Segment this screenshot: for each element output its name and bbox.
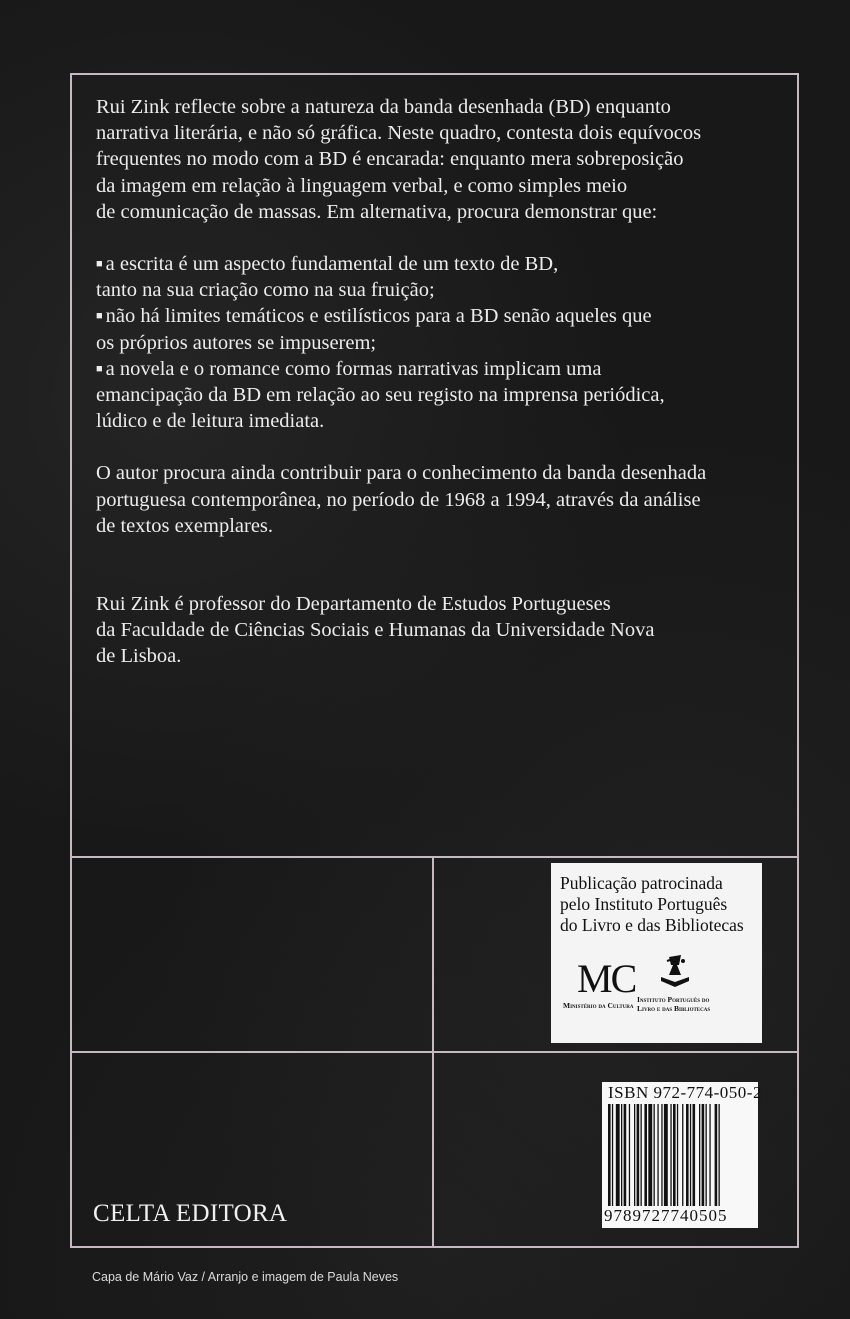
bullet-icon: ■: [96, 258, 103, 271]
frame-divider-vertical: [432, 856, 434, 1248]
cover-credits: Capa de Mário Vaz / Arranjo e imagem de Paula Neves: [92, 1270, 399, 1284]
bullet-list: [96, 251, 786, 434]
bullet-icon: ■: [96, 362, 103, 375]
contribution-paragraph: O autor procura ainda contribuir para o conhecimento da banda desenhada portuguesa contemporânea, no período de 1968 a 1994, através da análise de textos exemplares.: [96, 462, 707, 537]
bullet-item: [96, 303, 786, 355]
frame-divider-middle: [70, 1051, 799, 1053]
bullet-item: [96, 356, 786, 435]
bullet-icon: ■: [96, 310, 103, 323]
isbn-number: ISBN 972-774-050-2: [608, 1083, 762, 1102]
publisher-name: CELTA EDITORA: [93, 1200, 288, 1227]
frame-divider-top: [70, 856, 799, 858]
book-reader-icon: [655, 951, 695, 989]
isbn-barcode: [602, 1082, 762, 1228]
bullet-text: a escrita é um aspecto fundamental de um texto de BD, tanto na sua criação como na sua fruição;: [96, 253, 559, 302]
sponsor-logos: [559, 955, 756, 1035]
mc-logo-caption: Ministério da Cultura: [563, 1001, 634, 1010]
description-paragraph: Rui Zink reflecte sobre a natureza da banda desenhada (BD) enquanto narrativa literária, e não só gráfica. Neste quadro, contesta dois equívocos frequentes no modo com a BD é encarada: enquanto mera sobreposição da imagem em relação à linguagem verbal, e como simples meio de comunicação de massas. Em alternativa, procura demonstrar que:: [96, 96, 702, 223]
author-bio: Rui Zink é professor do Departamento de Estudos Portugueses da Faculdade de Ciências Sociais e Humanas da Universidade Nova de Lisboa.: [96, 593, 655, 668]
bullet-item: [96, 251, 786, 303]
bullet-text: não há limites temáticos e estilísticos para a BD senão aqueles que os próprios autores se impuserem;: [96, 305, 652, 354]
sponsor-label: [551, 863, 762, 1043]
iplb-logo-caption: Instituto Português do Livro e das Bibliotecas: [637, 995, 711, 1013]
ministry-of-culture-logo: [563, 955, 636, 1025]
mc-logo-letters: MC: [577, 956, 636, 1001]
back-cover-text: [96, 94, 786, 670]
iplb-logo: [637, 955, 755, 1030]
barcode-bars: [608, 1104, 754, 1206]
sponsor-text: Publicação patrocinada pelo Instituto Português do Livro e das Bibliotecas: [560, 873, 744, 935]
bullet-text: a novela e o romance como formas narrativas implicam uma emancipação da BD em relação ao seu registo na imprensa periódica, lúdico e de leitura imediata.: [96, 357, 665, 433]
barcode-digits: 9789727740505: [604, 1206, 728, 1225]
